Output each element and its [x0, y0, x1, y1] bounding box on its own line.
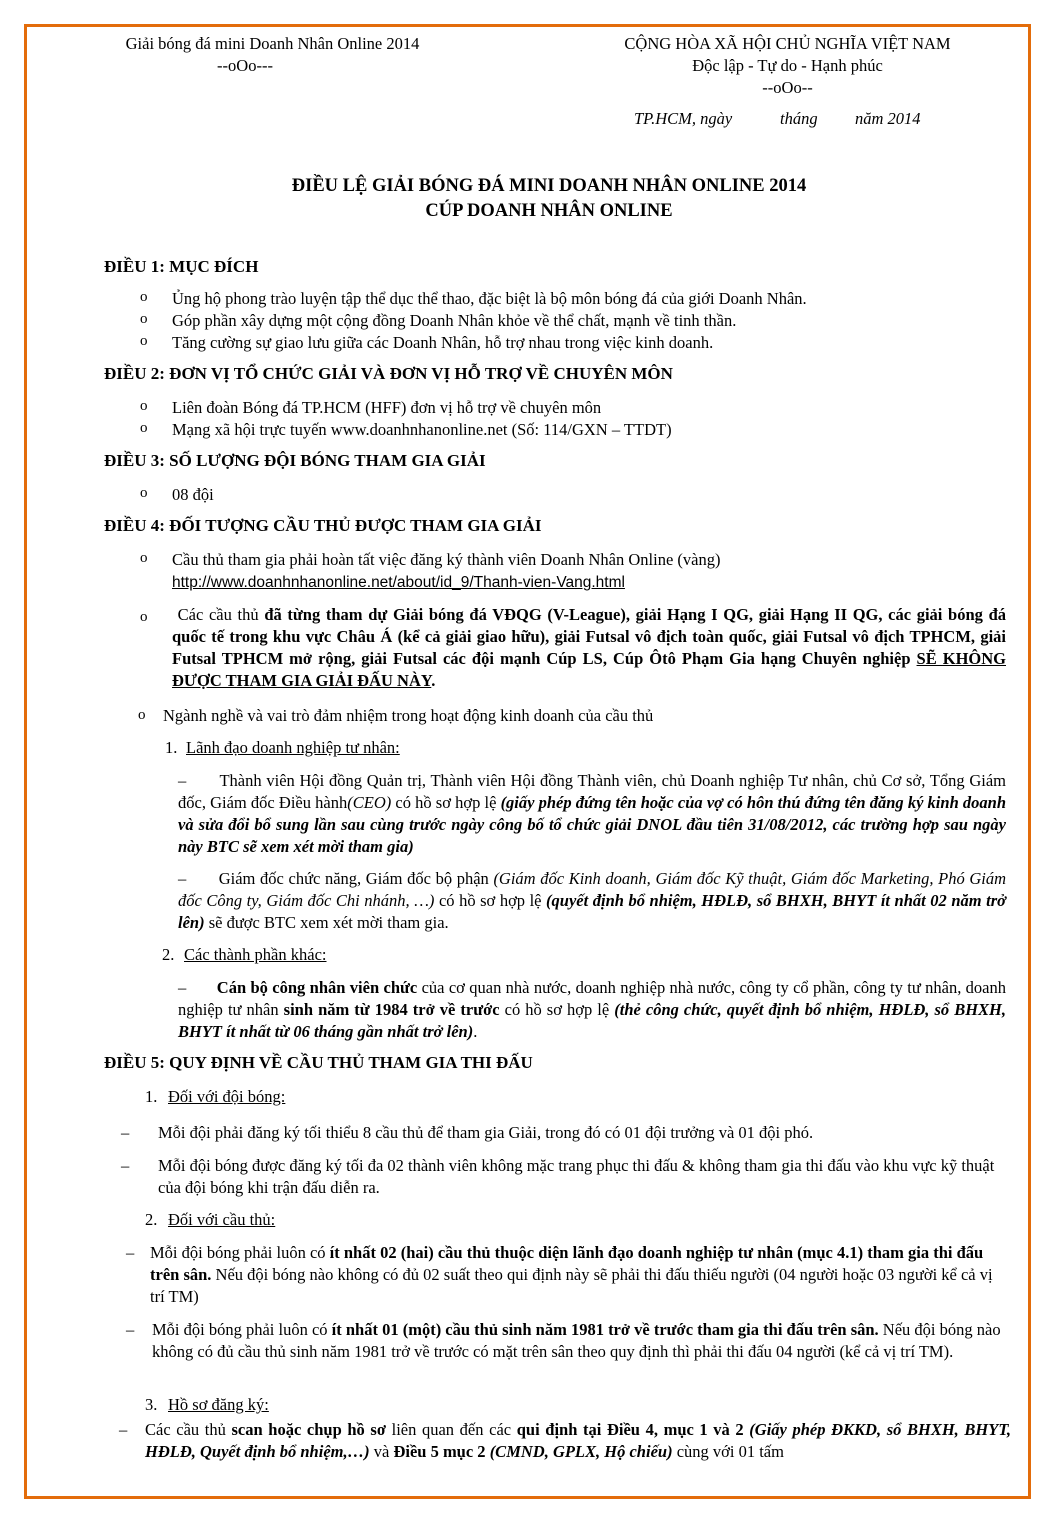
article-1-item: Góp phần xây dựng một cộng đồng Doanh Nhân khỏe về thể chất, mạnh về tinh thần. — [172, 311, 737, 330]
dash-icon: – — [178, 771, 187, 790]
article-2-item: Mạng xã hội trực tuyến www.doanhnhanonline.net (Số: 114/GXN – TTDT) — [172, 420, 672, 439]
membership-link[interactable]: http://www.doanhnhanonline.net/about/id_9/Thanh-vien-Vang.html — [172, 574, 625, 591]
national-motto: Độc lập - Tự do - Hạnh phúc — [692, 56, 883, 75]
bullet-icon: o — [140, 333, 148, 349]
dash-icon: – — [178, 869, 187, 888]
article-5-sub-1-title: Đối với đội bóng: — [168, 1087, 286, 1106]
bullet-icon: o — [140, 289, 148, 305]
article-4-item-roles: Ngành nghề và vai trò đảm nhiệm trong hoạt động kinh doanh của cầu thủ — [163, 706, 654, 725]
article-5-sub-1-number: 1. — [145, 1087, 158, 1106]
dash-icon: – — [178, 978, 187, 997]
article-1-item: Ủng hộ phong trào luyện tập thể dục thể thao, đặc biệt là bộ môn bóng đá của giới Doanh Nhân. — [172, 289, 807, 308]
dash-icon: – — [126, 1320, 135, 1339]
article-2-heading: ĐIỀU 2: ĐƠN VỊ TỔ CHỨC GIẢI VÀ ĐƠN VỊ HỖ TRỢ VỀ CHUYÊN MÔN — [104, 364, 673, 383]
article-4-item-membership: Cầu thủ tham gia phải hoàn tất việc đăng ký thành viên Doanh Nhân Online (vàng) — [172, 550, 721, 569]
article-4-sub-1-para-2: – Giám đốc chức năng, Giám đốc bộ phận (Giám đốc Kinh doanh, Giám đốc Kỹ thuật, Giám đốc Marketing, Phó Giám đốc Công ty, Giám đốc Chi nhánh, …) có hồ sơ hợp lệ (quyết định bổ nhiệm, HĐLĐ, sổ BHXH, BHYT ít nhất 02 năm trở lên) sẽ được BTC xem xét mời tham gia. — [178, 869, 1007, 932]
national-divider: --oOo-- — [762, 78, 813, 97]
article-4-sub-2-number: 2. — [162, 945, 175, 964]
dash-icon: – — [121, 1156, 130, 1175]
article-5-team-rule-1: Mỗi đội phải đăng ký tối thiểu 8 cầu thủ để tham gia Giải, trong đó có 01 đội trưởng và 01 đội phó. — [158, 1123, 814, 1142]
article-4-heading: ĐIỀU 4: ĐỐI TƯỢNG CẦU THỦ ĐƯỢC THAM GIA GIẢI — [104, 516, 542, 535]
article-3-item: 08 đội — [172, 485, 214, 504]
article-5-player-rule-1: Mỗi đội bóng phải luôn có ít nhất 02 (hai) cầu thủ thuộc diện lãnh đạo doanh nghiệp tư nhân (mục 4.1) tham gia thi đấu trên sân. Nếu đội bóng nào không có đủ 02 suất theo qui định này sẽ phải thi đấu thiếu người (04 người hoặc 03 người kể cả vị trí TM) — [150, 1243, 993, 1306]
article-1-item: Tăng cường sự giao lưu giữa các Doanh Nhân, hỗ trợ nhau trong việc kinh doanh. — [172, 333, 714, 352]
article-4-sub-2-para-1: – Cán bộ công nhân viên chức của cơ quan nhà nước, doanh nghiệp nhà nước, công ty cổ phần, công ty tư nhân, doanh nghiệp tư nhân sinh năm từ 1984 trở về trước có hồ sơ hợp lệ (thẻ công chức, quyết định bổ nhiệm, HĐLĐ, sổ BHXH, BHYT ít nhất từ 06 tháng gần nhất trở lên). — [178, 978, 1007, 1041]
article-5-heading: ĐIỀU 5: QUY ĐỊNH VỀ CẦU THỦ THAM GIA THI ĐẤU — [104, 1053, 533, 1072]
bullet-icon: o — [140, 609, 148, 625]
article-2-item: Liên đoàn Bóng đá TP.HCM (HFF) đơn vị hỗ trợ về chuyên môn — [172, 398, 602, 417]
bullet-icon: o — [140, 550, 148, 566]
dash-icon: – — [121, 1123, 130, 1142]
bullet-icon: o — [138, 707, 146, 723]
dash-icon: – — [119, 1420, 128, 1439]
national-title: CỘNG HÒA XÃ HỘI CHỦ NGHĨA VIỆT NAM — [624, 34, 951, 53]
article-5-sub-2-number: 2. — [145, 1210, 158, 1229]
article-5-registration-rule: Các cầu thủ scan hoặc chụp hồ sơ liên quan đến các qui định tại Điều 4, mục 1 và 2 (Giấy phép ĐKKD, sổ BHXH, BHYT, HĐLĐ, Quyết định bổ nhiệm,…) và Điều 5 mục 2 (CMND, GPLX, Hộ chiếu) cùng với 01 tấm — [145, 1420, 1012, 1461]
article-5-player-rule-2: Mỗi đội bóng phải luôn có ít nhất 01 (một) cầu thủ sinh năm 1981 trở về trước tham gia thi đấu trên sân. Nếu đội bóng nào không có đủ cầu thủ sinh năm 1981 trở về trước có mặt trên sân theo quy định thì phải thi đấu 04 người (kể cả vị trí TM). — [152, 1320, 1001, 1361]
document-subtitle: CÚP DOANH NHÂN ONLINE — [425, 201, 673, 221]
organizer-name: Giải bóng đá mini Doanh Nhân Online 2014 — [125, 34, 420, 53]
article-5-sub-2-title: Đối với cầu thủ: — [168, 1210, 276, 1229]
dash-icon: – — [126, 1243, 135, 1262]
article-1-heading: ĐIỀU 1: MỤC ĐÍCH — [104, 257, 259, 276]
article-4-sub-1-para-1: – Thành viên Hội đồng Quản trị, Thành viên Hội đồng Thành viên, chủ Doanh nghiệp Tư nhân, chủ Cơ sở, Tổng Giám đốc, Giám đốc Điều hành(CEO) có hồ sơ hợp lệ (giấy phép đứng tên hoặc của vợ có hôn thú đứng tên đăng ký kinh doanh và sửa đổi bổ sung lần sau cùng trước ngày công bố tổ chức giải DNOL đầu tiên 31/08/2012, các trường hợp sau ngày này BTC sẽ xem xét mời tham gia) — [178, 771, 1007, 856]
bullet-icon: o — [140, 398, 148, 414]
article-5-team-rule-2: Mỗi đội bóng được đăng ký tối đa 02 thành viên không mặc trang phục thi đấu & không tham gia thi đấu vào khu vực kỹ thuật của đội bóng khi trận đấu diễn ra. — [158, 1156, 995, 1197]
article-4-sub-1-number: 1. — [165, 738, 178, 757]
article-5-sub-3-title: Hồ sơ đăng ký: — [168, 1395, 269, 1414]
date-place: TP.HCM, ngày — [634, 109, 733, 128]
organizer-divider: --oOo--- — [217, 56, 273, 75]
date-year: năm 2014 — [855, 109, 921, 128]
article-4-sub-1-title: Lãnh đạo doanh nghiệp tư nhân: — [186, 738, 400, 757]
bullet-icon: o — [140, 485, 148, 501]
article-5-sub-3-number: 3. — [145, 1395, 158, 1414]
article-3-heading: ĐIỀU 3: SỐ LƯỢNG ĐỘI BÓNG THAM GIA GIẢI — [104, 451, 486, 470]
bullet-icon: o — [140, 420, 148, 436]
article-4-item-exclusion: Các cầu thủ đã từng tham dự Giải bóng đá VĐQG (V-League), giải Hạng I QG, giải Hạng II QG, các giải bóng đá quốc tế trong khu vực Châu Á (kể cả giải giao hữu), giải Futsal vô địch toàn quốc, giải Futsal vô địch TPHCM, giải Futsal TPHCM mở rộng, giải Futsal các đội mạnh Cúp LS, Cúp Ôtô Phạm Gia hạng Chuyên nghiệp SẼ KHÔNG ĐƯỢC THAM GIA GIẢI ĐẤU NÀY. — [172, 605, 1007, 690]
bullet-icon: o — [140, 311, 148, 327]
document-title: ĐIỀU LỆ GIẢI BÓNG ĐÁ MINI DOANH NHÂN ONLINE 2014 — [291, 176, 807, 196]
date-month: tháng — [780, 109, 818, 128]
article-4-sub-2-title: Các thành phần khác: — [184, 945, 327, 964]
